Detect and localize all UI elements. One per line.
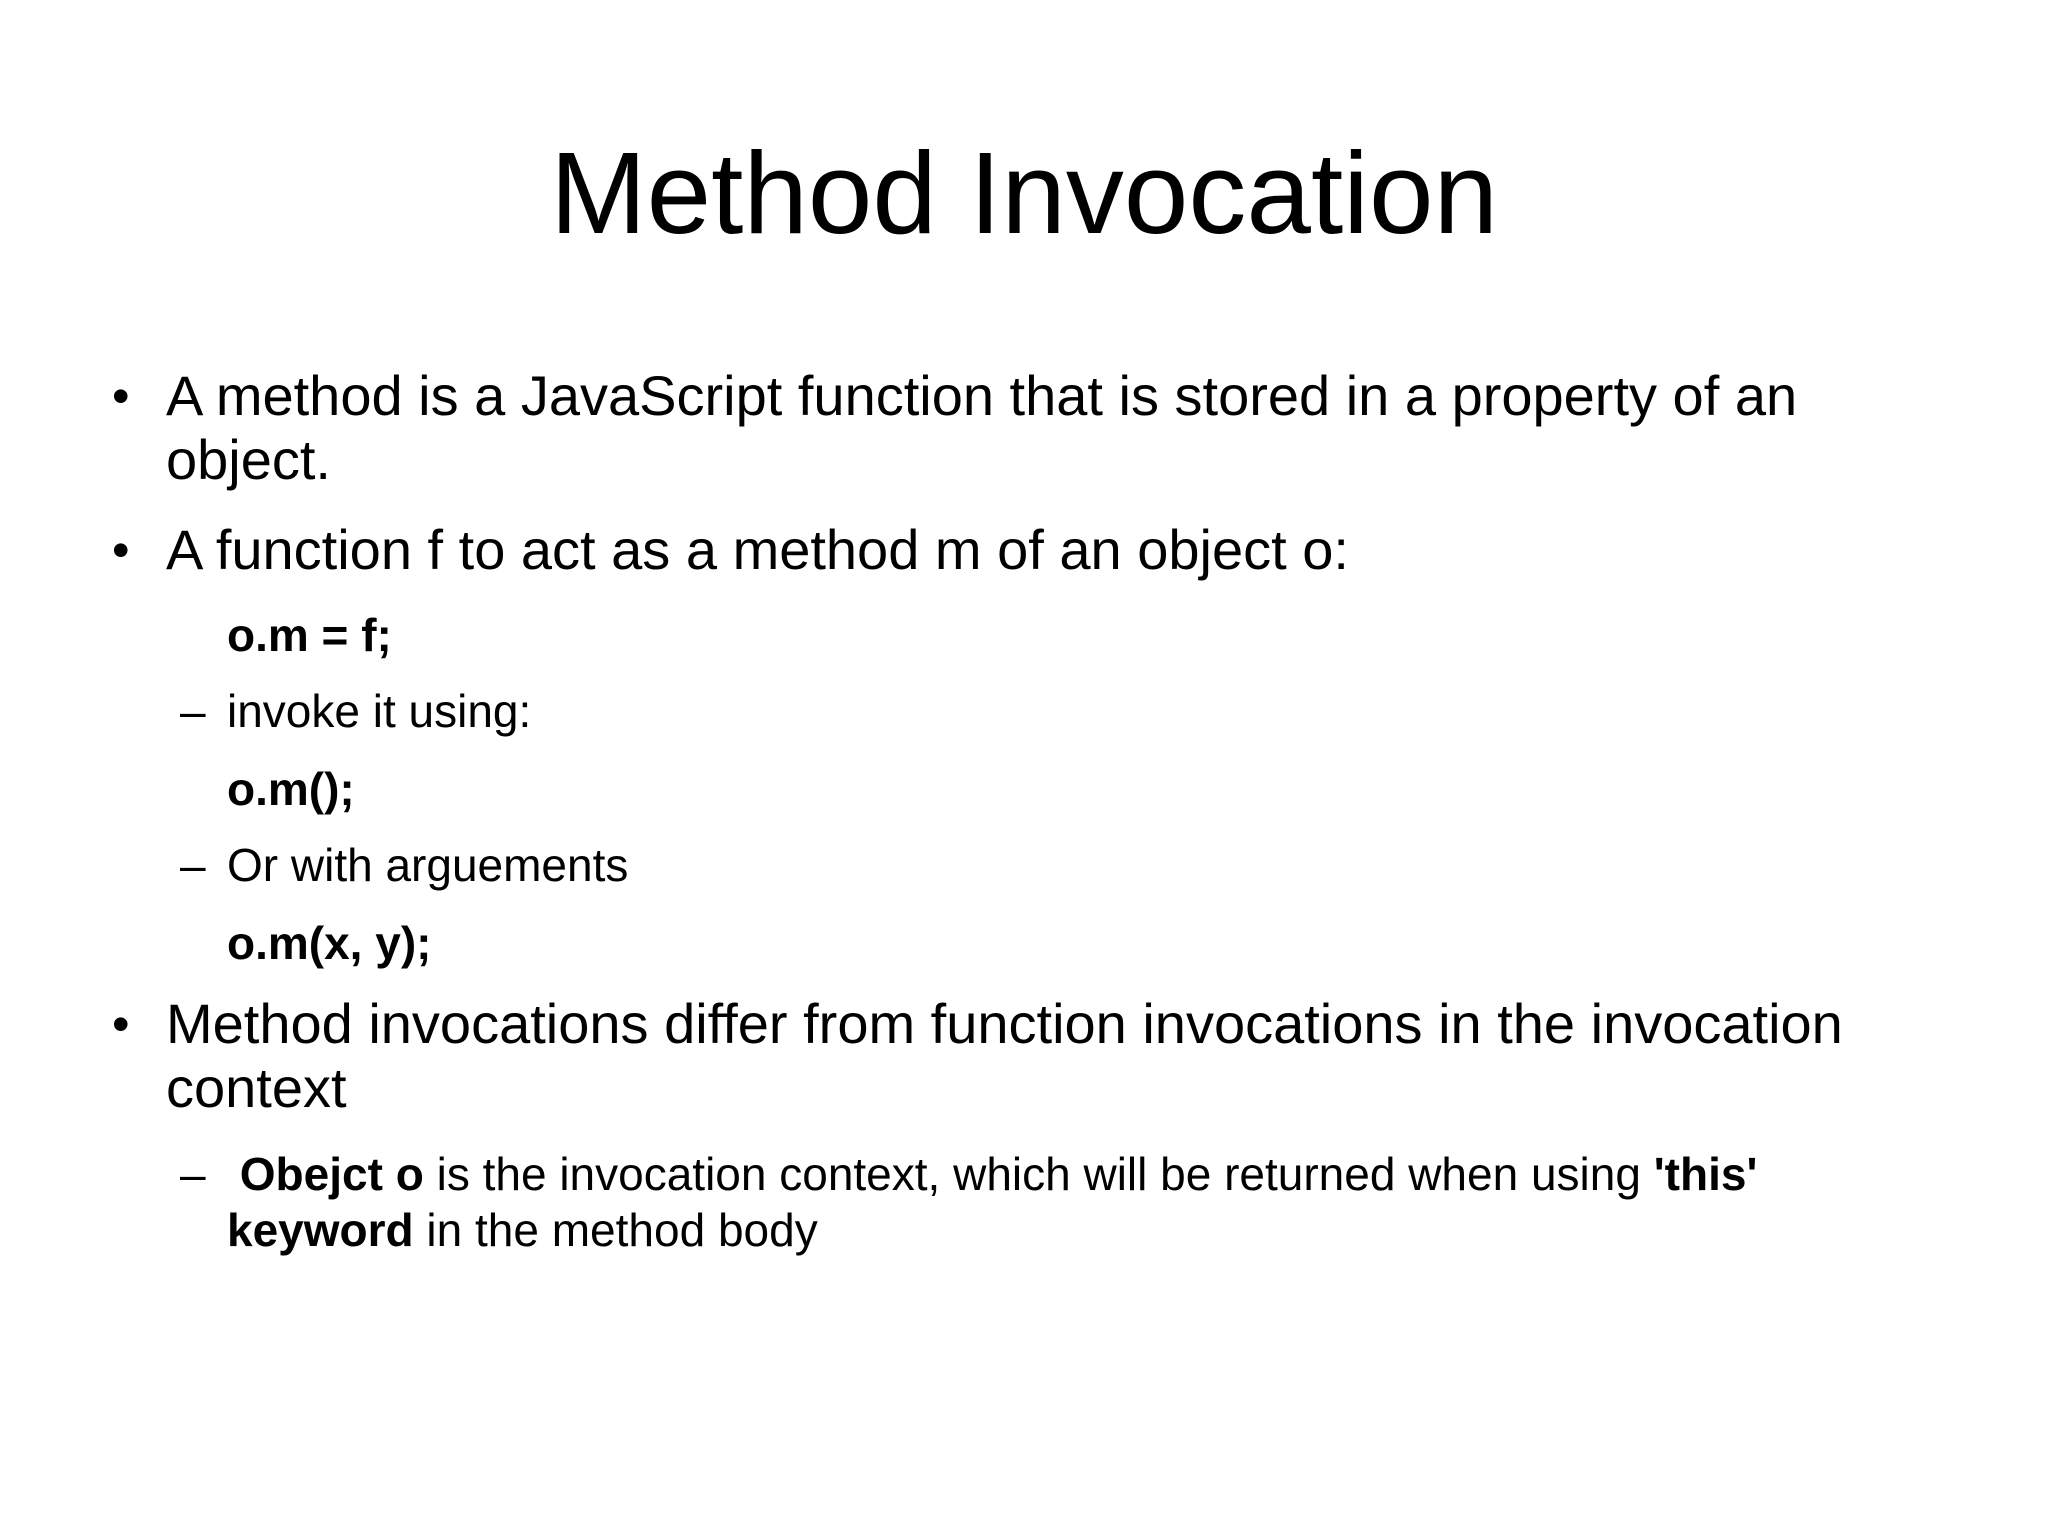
bullet-marker: •: [112, 996, 130, 1052]
plain-text: is the invocation context, which will be returned when using: [423, 1148, 1654, 1200]
plain-text: in the method body: [413, 1204, 818, 1256]
bullet-text: A function f to act as a method m of an object o:: [166, 518, 1349, 581]
dash-marker: –: [180, 839, 206, 891]
dash-marker: –: [180, 685, 206, 737]
bullet-text: Method invocations differ from function invocations in the invocation context: [166, 992, 1843, 1119]
bullet-text: A method is a JavaScript function that is stored in a property of an object.: [166, 364, 1798, 491]
bold-text: 'this' keyword: [227, 1148, 1758, 1256]
code-line: o.m();: [227, 763, 355, 815]
sub-item-text: [227, 1146, 1947, 1258]
bullet-marker: •: [112, 368, 130, 424]
sub-item-text: Or with arguements: [227, 839, 629, 891]
slide-title: Method Invocation: [550, 128, 1498, 258]
code-line: o.m = f;: [227, 609, 392, 661]
dash-marker: –: [180, 1148, 206, 1200]
code-line: o.m(x, y);: [227, 917, 432, 969]
sub-item-text: invoke it using:: [227, 685, 532, 737]
bold-text: Obejct o: [239, 1148, 424, 1200]
bullet-marker: •: [112, 522, 130, 578]
